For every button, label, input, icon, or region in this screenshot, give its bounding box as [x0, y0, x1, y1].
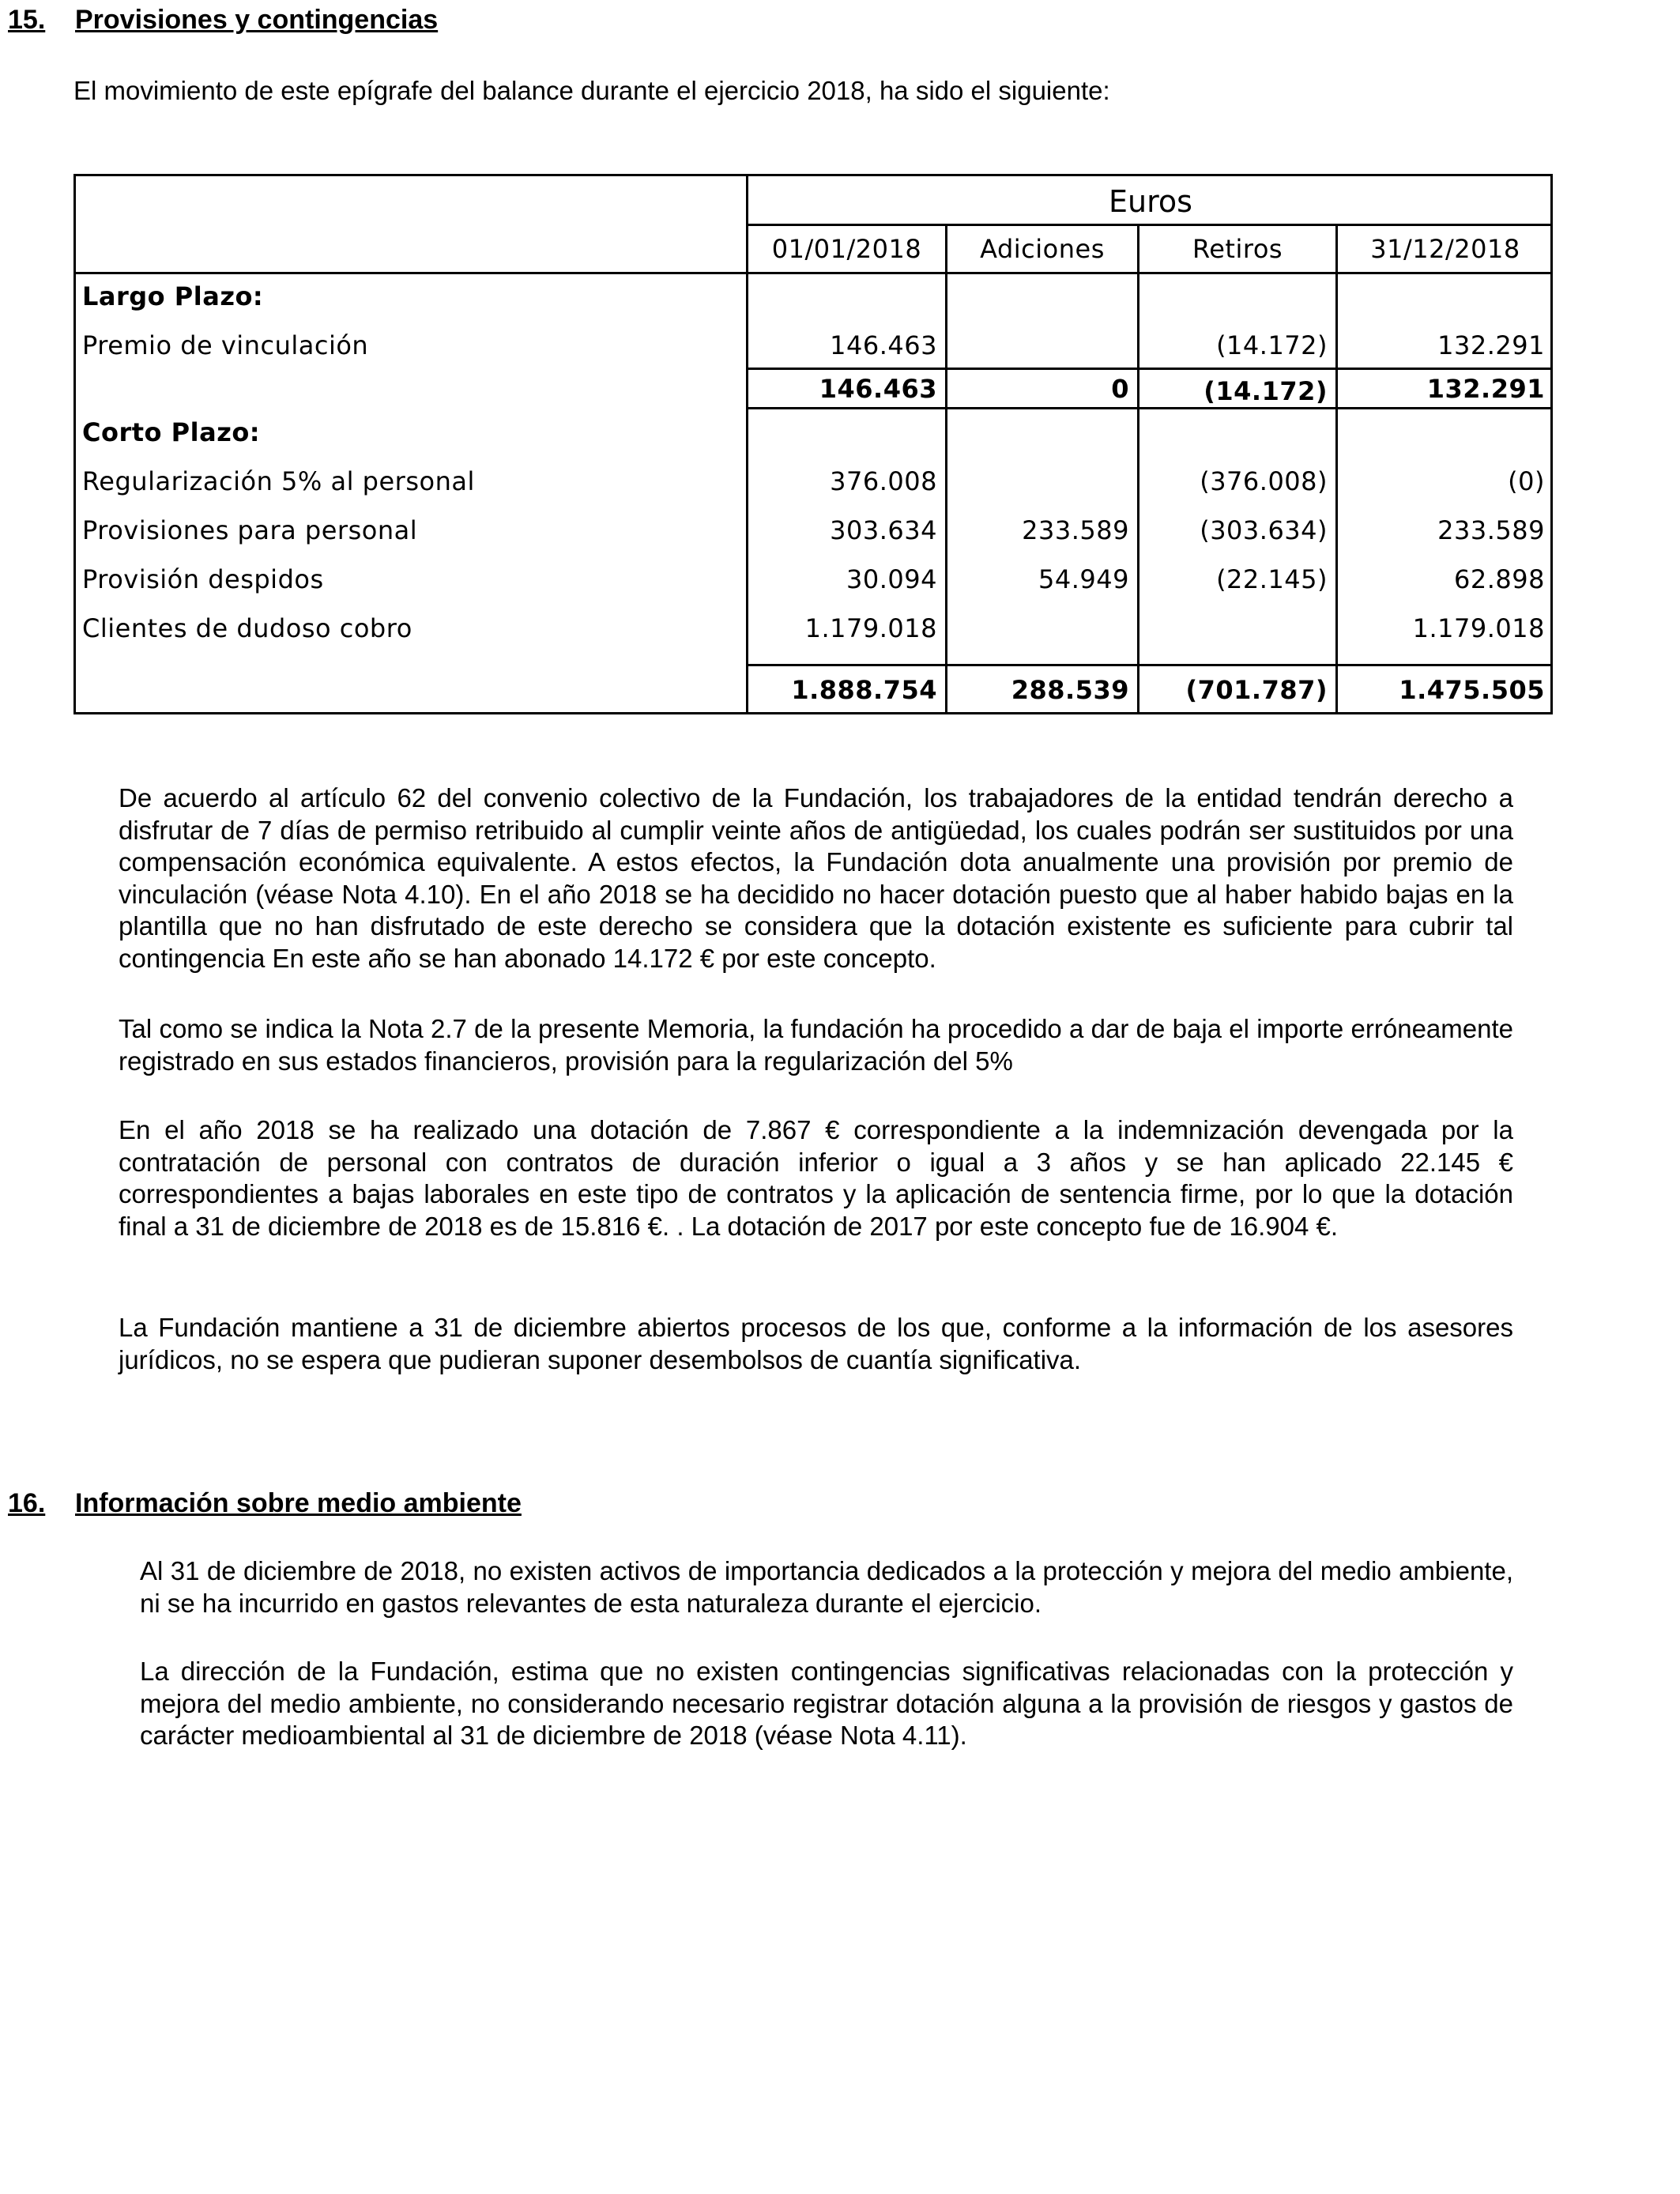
table-divider	[1137, 224, 1139, 712]
paragraph: De acuerdo al artículo 62 del convenio colectivo de la Fundación, los trabajadores de la entidad tendrán derecho a disfrutar de 7 días de permiso retribuido al cumplir veinte años de antigüedad, los cuales podrán ser sustituidos por una compensación económica equivalente. A estos efectos, la Fundación dota anualmente una provisión por premio de vinculación (véase Nota 4.10). En el año 2018 se ha decidido no hacer dotación puesto que al haber habido bajas en la plantilla que no han disfrutado de este derecho se considera que la dotación existente es suficiente para cubrir tal contingencia En este año se han abonado 14.172 € por este concepto.	[119, 783, 1513, 973]
row-label: Provisiones para personal	[82, 515, 418, 545]
column-header: 31/12/2018	[1370, 234, 1520, 264]
table-cell: 1.179.018	[1412, 613, 1545, 643]
column-header: 01/01/2018	[771, 234, 922, 264]
section-16-heading	[8, 1488, 522, 1519]
table-cell: (22.145)	[1216, 564, 1328, 594]
group-label-largo: Largo Plazo:	[82, 281, 264, 311]
table-cell: (303.634)	[1200, 515, 1328, 545]
section-15-heading	[8, 5, 438, 36]
table-divider	[945, 224, 947, 712]
group-label-corto: Corto Plazo:	[82, 417, 261, 447]
section-number: 16.	[8, 1488, 46, 1518]
section-number: 15.	[8, 5, 46, 35]
paragraph: La dirección de la Fundación, estima que no existen contingencias significativas relacionadas con la protección y mejora del medio ambiente, no considerando necesario registrar dotación alguna a la provisión de riesgos y gastos de carácter medioambiental al 31 de diciembre de 2018 (véase Nota 4.11).	[140, 1657, 1513, 1750]
euros-header: Euros	[1109, 184, 1192, 219]
table-cell: 1.179.018	[804, 613, 937, 643]
paragraph: En el año 2018 se ha realizado una dotación de 7.867 € correspondiente a la indemnización devengada por la contratación de personal con contratos de duración inferior o igual a 3 años y se han aplicado 22.145 € correspondientes a bajas laborales en este tipo de contratos y la aplicación de sentencia firme, por lo que la dotación final a 31 de diciembre de 2018 es de 15.816 €. . La dotación de 2017 por este concepto fue de 16.904 €.	[119, 1115, 1513, 1241]
table-cell: 30.094	[846, 564, 937, 594]
table-cell: 233.589	[1437, 515, 1545, 545]
table-divider	[746, 664, 1553, 666]
section-title: Provisiones y contingencias	[75, 5, 439, 35]
provisions-table	[73, 174, 1553, 714]
section-intro: El movimiento de este epígrafe del balance durante el ejercicio 2018, ha sido el siguiente:	[73, 76, 1110, 105]
table-cell: 132.291	[1437, 330, 1545, 360]
row-label: Clientes de dudoso cobro	[82, 613, 412, 643]
paragraph: La Fundación mantiene a 31 de diciembre abiertos procesos de los que, conforme a la información de los asesores jurídicos, no se espera que pudieran suponer desembolsos de cuantía significativa.	[119, 1313, 1513, 1374]
table-divider	[746, 407, 1553, 409]
total-cell: 132.291	[1426, 374, 1545, 404]
table-cell: 54.949	[1038, 564, 1129, 594]
section-title: Información sobre medio ambiente	[75, 1488, 522, 1518]
column-header: Adiciones	[980, 234, 1105, 264]
total-cell: (701.787)	[1185, 675, 1328, 705]
table-divider	[746, 368, 1553, 370]
row-label: Provisión despidos	[82, 564, 324, 594]
paragraph: Al 31 de diciembre de 2018, no existen activos de importancia dedicados a la protección y mejora del medio ambiente, ni se ha incurrido en gastos relevantes de esta naturaleza durante el ejercicio.	[140, 1556, 1513, 1618]
column-header: Retiros	[1192, 234, 1283, 264]
table-cell: (0)	[1508, 466, 1545, 496]
total-cell: 1.475.505	[1399, 675, 1545, 705]
table-cell: 376.008	[830, 466, 937, 496]
total-cell: 0	[1111, 374, 1129, 404]
total-cell: (14.172)	[1203, 376, 1328, 406]
table-cell: 62.898	[1454, 564, 1545, 594]
table-cell: 146.463	[830, 330, 937, 360]
table-cell: (376.008)	[1200, 466, 1328, 496]
table-divider	[746, 224, 1553, 226]
total-cell: 1.888.754	[791, 675, 937, 705]
table-cell: (14.172)	[1216, 330, 1328, 360]
total-cell: 288.539	[1011, 675, 1129, 705]
table-divider	[76, 272, 1553, 274]
table-cell: 303.634	[830, 515, 937, 545]
row-label: Regularización 5% al personal	[82, 466, 475, 496]
table-cell: 233.589	[1022, 515, 1129, 545]
row-label: Premio de vinculación	[82, 330, 369, 360]
paragraph: Tal como se indica la Nota 2.7 de la presente Memoria, la fundación ha procedido a dar de baja el importe erróneamente registrado en sus estados financieros, provisión para la regularización del 5%	[119, 1014, 1513, 1076]
total-cell: 146.463	[819, 374, 937, 404]
